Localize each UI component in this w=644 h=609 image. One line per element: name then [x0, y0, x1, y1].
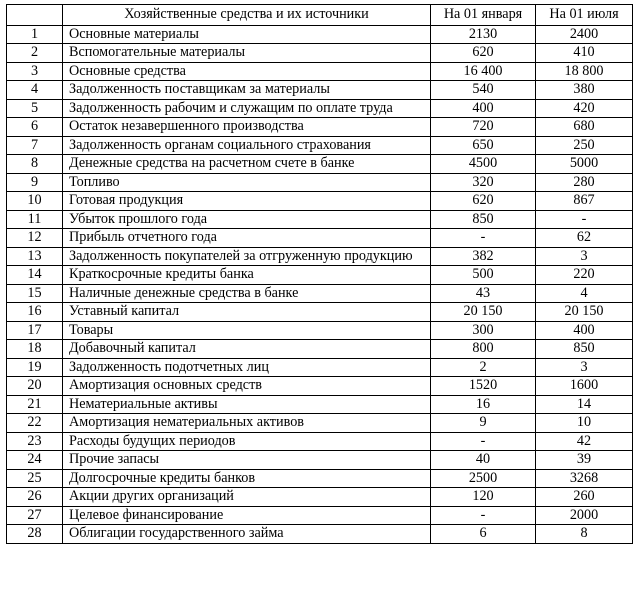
- row-value-january: 6: [431, 525, 536, 544]
- table-row: [7, 358, 633, 377]
- row-name: Долгосрочные кредиты банков: [63, 469, 431, 488]
- row-value-january: 382: [431, 247, 536, 266]
- row-name: Уставный капитал: [63, 303, 431, 322]
- row-value-july: 280: [536, 173, 633, 192]
- row-value-january: 20 150: [431, 303, 536, 322]
- row-name: Наличные денежные средства в банке: [63, 284, 431, 303]
- table-row: [7, 488, 633, 507]
- row-value-july: 420: [536, 99, 633, 118]
- row-number: 17: [7, 321, 63, 340]
- table-row: [7, 229, 633, 248]
- table-row: [7, 173, 633, 192]
- row-value-january: 4500: [431, 155, 536, 174]
- row-value-july: 410: [536, 44, 633, 63]
- row-name: Задолженность рабочим и служащим по оплате труда: [63, 99, 431, 118]
- table-row: [7, 469, 633, 488]
- table-row: [7, 62, 633, 81]
- row-value-july: 8: [536, 525, 633, 544]
- row-value-january: 800: [431, 340, 536, 359]
- row-value-july: 2400: [536, 25, 633, 44]
- row-number: 9: [7, 173, 63, 192]
- row-name: Задолженность покупателей за отгруженную продукцию: [63, 247, 431, 266]
- row-value-july: 850: [536, 340, 633, 359]
- row-value-january: 2: [431, 358, 536, 377]
- row-number: 24: [7, 451, 63, 470]
- table-row: [7, 377, 633, 396]
- row-value-july: 20 150: [536, 303, 633, 322]
- row-value-january: 850: [431, 210, 536, 229]
- header-january: На 01 января: [431, 5, 536, 26]
- row-number: 4: [7, 81, 63, 100]
- row-value-july: 867: [536, 192, 633, 211]
- row-value-january: -: [431, 432, 536, 451]
- table-row: [7, 321, 633, 340]
- table-row: [7, 81, 633, 100]
- row-number: 1: [7, 25, 63, 44]
- row-value-july: 3268: [536, 469, 633, 488]
- row-number: 13: [7, 247, 63, 266]
- row-name: Добавочный капитал: [63, 340, 431, 359]
- table-row: [7, 525, 633, 544]
- row-value-july: 1600: [536, 377, 633, 396]
- row-name: Товары: [63, 321, 431, 340]
- table-row: [7, 136, 633, 155]
- row-number: 28: [7, 525, 63, 544]
- header-number: [7, 5, 63, 26]
- row-name: Акции других организаций: [63, 488, 431, 507]
- table-row: [7, 303, 633, 322]
- row-name: Нематериальные активы: [63, 395, 431, 414]
- table-row: [7, 25, 633, 44]
- table-row: [7, 451, 633, 470]
- row-name: Основные средства: [63, 62, 431, 81]
- row-value-july: 10: [536, 414, 633, 433]
- row-value-january: 40: [431, 451, 536, 470]
- row-value-july: 680: [536, 118, 633, 137]
- row-value-january: 320: [431, 173, 536, 192]
- row-name: Целевое финансирование: [63, 506, 431, 525]
- table-row: [7, 247, 633, 266]
- row-number: 26: [7, 488, 63, 507]
- row-number: 20: [7, 377, 63, 396]
- row-number: 25: [7, 469, 63, 488]
- row-value-july: 250: [536, 136, 633, 155]
- row-value-january: 2500: [431, 469, 536, 488]
- table-body: [7, 25, 633, 543]
- table-row: [7, 395, 633, 414]
- header-july: На 01 июля: [536, 5, 633, 26]
- row-name: Топливо: [63, 173, 431, 192]
- table-row: [7, 340, 633, 359]
- table-row: [7, 414, 633, 433]
- table-row: [7, 192, 633, 211]
- row-name: Вспомогательные материалы: [63, 44, 431, 63]
- row-number: 3: [7, 62, 63, 81]
- row-number: 22: [7, 414, 63, 433]
- row-number: 7: [7, 136, 63, 155]
- row-value-january: 43: [431, 284, 536, 303]
- row-name: Задолженность подотчетных лиц: [63, 358, 431, 377]
- row-value-january: 720: [431, 118, 536, 137]
- row-value-july: 4: [536, 284, 633, 303]
- row-number: 10: [7, 192, 63, 211]
- balance-table: [6, 4, 633, 544]
- row-name: Амортизация основных средств: [63, 377, 431, 396]
- row-number: 2: [7, 44, 63, 63]
- row-name: Краткосрочные кредиты банка: [63, 266, 431, 285]
- table-row: [7, 99, 633, 118]
- row-number: 11: [7, 210, 63, 229]
- row-value-july: 18 800: [536, 62, 633, 81]
- row-value-july: 220: [536, 266, 633, 285]
- row-value-january: -: [431, 229, 536, 248]
- row-name: Расходы будущих периодов: [63, 432, 431, 451]
- row-name: Готовая продукция: [63, 192, 431, 211]
- row-value-january: 500: [431, 266, 536, 285]
- row-number: 27: [7, 506, 63, 525]
- row-value-july: 39: [536, 451, 633, 470]
- row-value-january: 540: [431, 81, 536, 100]
- table-row: [7, 284, 633, 303]
- row-name: Прочие запасы: [63, 451, 431, 470]
- row-number: 21: [7, 395, 63, 414]
- row-value-july: 5000: [536, 155, 633, 174]
- row-name: Задолженность поставщикам за материалы: [63, 81, 431, 100]
- row-value-january: 2130: [431, 25, 536, 44]
- row-value-july: 42: [536, 432, 633, 451]
- header-name: Хозяйственные средства и их источники: [63, 5, 431, 26]
- row-value-january: 620: [431, 192, 536, 211]
- row-value-january: -: [431, 506, 536, 525]
- table-row: [7, 118, 633, 137]
- row-name: Прибыль отчетного года: [63, 229, 431, 248]
- table-row: [7, 44, 633, 63]
- table-header-row: [7, 5, 633, 26]
- row-value-january: 400: [431, 99, 536, 118]
- row-value-january: 300: [431, 321, 536, 340]
- row-number: 12: [7, 229, 63, 248]
- row-value-january: 16 400: [431, 62, 536, 81]
- row-number: 23: [7, 432, 63, 451]
- row-number: 5: [7, 99, 63, 118]
- row-number: 6: [7, 118, 63, 137]
- row-value-july: 3: [536, 247, 633, 266]
- row-value-july: 400: [536, 321, 633, 340]
- row-value-july: -: [536, 210, 633, 229]
- row-value-january: 16: [431, 395, 536, 414]
- row-number: 15: [7, 284, 63, 303]
- row-name: Облигации государственного займа: [63, 525, 431, 544]
- table-row: [7, 266, 633, 285]
- row-number: 16: [7, 303, 63, 322]
- row-name: Убыток прошлого года: [63, 210, 431, 229]
- row-value-january: 650: [431, 136, 536, 155]
- table-row: [7, 432, 633, 451]
- row-value-january: 1520: [431, 377, 536, 396]
- row-number: 18: [7, 340, 63, 359]
- row-value-july: 62: [536, 229, 633, 248]
- row-name: Денежные средства на расчетном счете в банке: [63, 155, 431, 174]
- row-value-july: 3: [536, 358, 633, 377]
- row-value-january: 120: [431, 488, 536, 507]
- table-row: [7, 155, 633, 174]
- row-name: Основные материалы: [63, 25, 431, 44]
- row-name: Амортизация нематериальных активов: [63, 414, 431, 433]
- row-value-january: 9: [431, 414, 536, 433]
- table-row: [7, 506, 633, 525]
- row-number: 8: [7, 155, 63, 174]
- row-name: Задолженность органам социального страхования: [63, 136, 431, 155]
- row-number: 14: [7, 266, 63, 285]
- row-value-july: 260: [536, 488, 633, 507]
- row-value-july: 380: [536, 81, 633, 100]
- row-value-july: 14: [536, 395, 633, 414]
- row-number: 19: [7, 358, 63, 377]
- row-name: Остаток незавершенного производства: [63, 118, 431, 137]
- row-value-july: 2000: [536, 506, 633, 525]
- table-row: [7, 210, 633, 229]
- row-value-january: 620: [431, 44, 536, 63]
